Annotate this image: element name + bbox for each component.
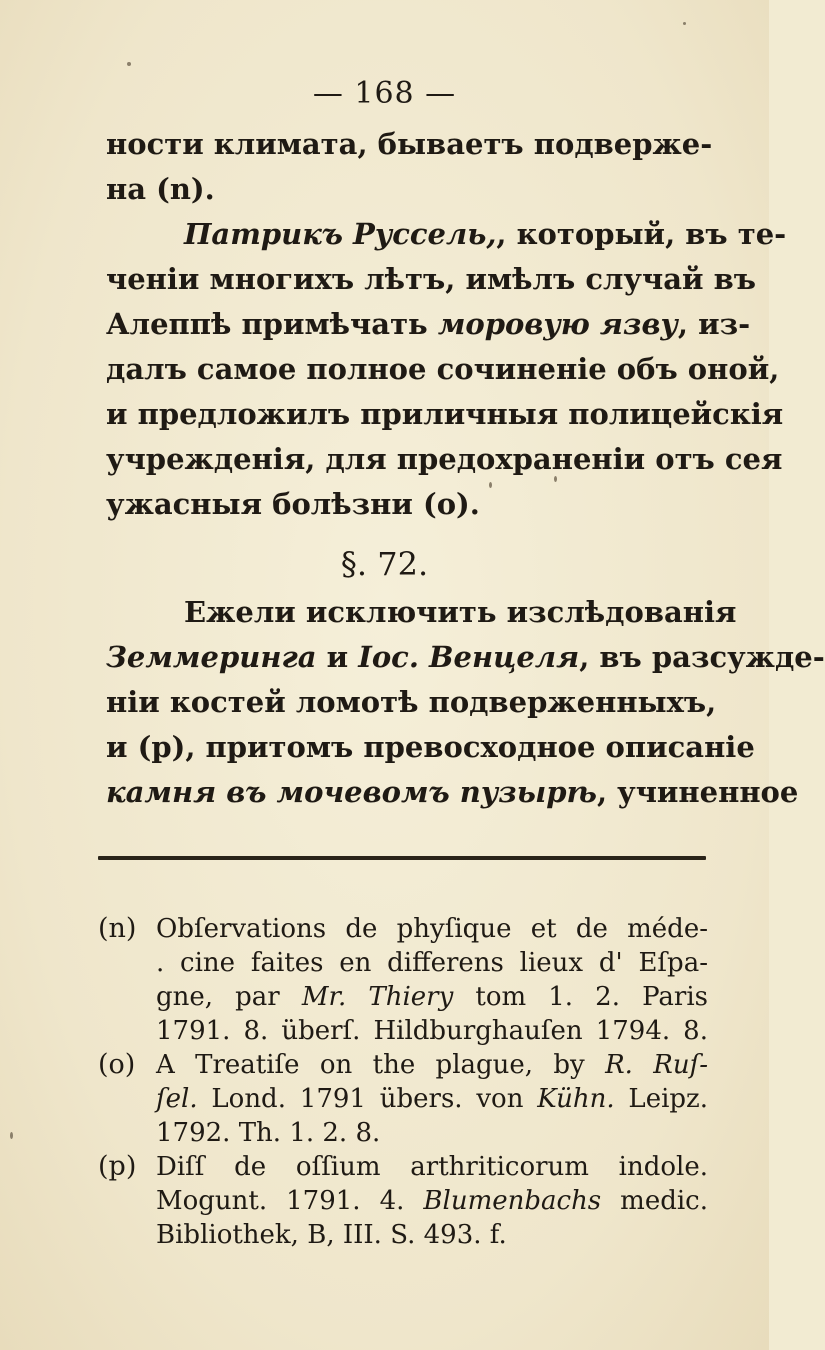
text-span: Lond. 1791 übers. von bbox=[197, 1084, 538, 1114]
footnote-o bbox=[98, 1048, 708, 1150]
text-span: Алеппѣ примѣчать bbox=[106, 307, 438, 341]
paper-speck bbox=[127, 62, 131, 66]
italic-name: Земмеринга bbox=[106, 640, 317, 674]
italic-name: Blumenbachs bbox=[423, 1186, 602, 1216]
text-line: ченіи многихъ лѣтъ, имѣлъ случай въ bbox=[106, 262, 757, 296]
footnote-line bbox=[156, 980, 708, 1014]
text-line: на (n). bbox=[106, 172, 215, 206]
footnote-line bbox=[156, 1082, 708, 1116]
text-line: учрежденія, для предохраненіи отъ сея bbox=[106, 442, 783, 476]
text-span: tom 1. 2. Paris bbox=[453, 982, 708, 1012]
footnote-mark: (o) bbox=[98, 1049, 136, 1080]
italic-name: Іос. Венцеля bbox=[358, 640, 580, 674]
text-span: A Treatiſe on the plague, by bbox=[156, 1050, 606, 1080]
footnote-line: . cine faites en differens lieux d' Eſpa- bbox=[156, 948, 708, 978]
footnotes bbox=[98, 912, 708, 1252]
text-line: ужасныя болѣзни (o). bbox=[106, 487, 480, 521]
italic-term: камня въ мочевомъ пузырѣ bbox=[106, 775, 597, 809]
text-line bbox=[106, 302, 751, 347]
text-line bbox=[106, 212, 787, 257]
paragraph-3 bbox=[106, 590, 825, 815]
footnote-p bbox=[98, 1150, 708, 1252]
footnote-body bbox=[156, 1048, 708, 1150]
italic-term: моровую язву bbox=[437, 307, 678, 341]
italic-name: Mr. Thiery bbox=[301, 982, 454, 1012]
footnote-divider bbox=[98, 856, 706, 860]
text-line bbox=[106, 770, 799, 815]
text-span: , въ разсужде- bbox=[579, 640, 825, 674]
footnote-mark: (n) bbox=[98, 913, 137, 944]
footnote-n bbox=[98, 912, 708, 1048]
footnote-body bbox=[156, 912, 708, 1048]
text-line: далъ самое полное сочиненіе объ оной, bbox=[106, 352, 780, 386]
text-span: Leipz. bbox=[614, 1084, 709, 1114]
italic-name: Патрикъ Руссель, bbox=[184, 217, 497, 251]
text-span: Mogunt. 1791. 4. bbox=[156, 1186, 424, 1216]
text-line: ности климата, бываетъ подверже- bbox=[106, 127, 713, 161]
text-span: и bbox=[316, 640, 359, 674]
text-line: и (p), притомъ превосходное описаніе bbox=[106, 730, 755, 764]
text-span: , учиненное bbox=[596, 775, 799, 809]
footnote-line: 1792. Th. 1. 2. 8. bbox=[156, 1118, 381, 1148]
footnote-line: 1791. 8. überſ. Hildburghauſen 1794. 8. bbox=[156, 1016, 708, 1046]
footnote-line: Diſſ de oſſium arthriticorum indole. bbox=[156, 1152, 708, 1182]
text-line: ніи костей ломотѣ подверженныхъ, bbox=[106, 685, 717, 719]
italic-name: ſel. bbox=[156, 1084, 198, 1114]
text-span: , который, въ те- bbox=[496, 217, 787, 251]
paragraph-2 bbox=[106, 212, 787, 527]
text-line bbox=[106, 635, 825, 680]
footnote-line: Obſervations de phyſique et de méde- bbox=[156, 914, 708, 944]
paper-speck bbox=[10, 1132, 13, 1139]
footnote-line bbox=[156, 1048, 708, 1082]
footnote-line: Bibliothek, B, III. S. 493. f. bbox=[156, 1220, 507, 1250]
page-number: — 168 — bbox=[312, 76, 457, 111]
text-line: Ежели исключить изслѣдованія bbox=[184, 595, 737, 629]
text-span: gne, par bbox=[156, 982, 302, 1012]
section-heading: §. 72. bbox=[340, 545, 429, 583]
paper-speck bbox=[683, 22, 686, 25]
text-line: и предложилъ приличныя полицейскія bbox=[106, 397, 784, 431]
text-span: medic. bbox=[601, 1186, 708, 1216]
italic-name: Kühn. bbox=[537, 1084, 615, 1114]
footnote-line bbox=[156, 1184, 708, 1218]
paragraph-1 bbox=[106, 122, 713, 212]
footnote-body bbox=[156, 1150, 708, 1252]
text-span: , из- bbox=[677, 307, 751, 341]
italic-name: R. Ruſ- bbox=[605, 1050, 708, 1080]
footnote-mark: (p) bbox=[98, 1151, 137, 1182]
